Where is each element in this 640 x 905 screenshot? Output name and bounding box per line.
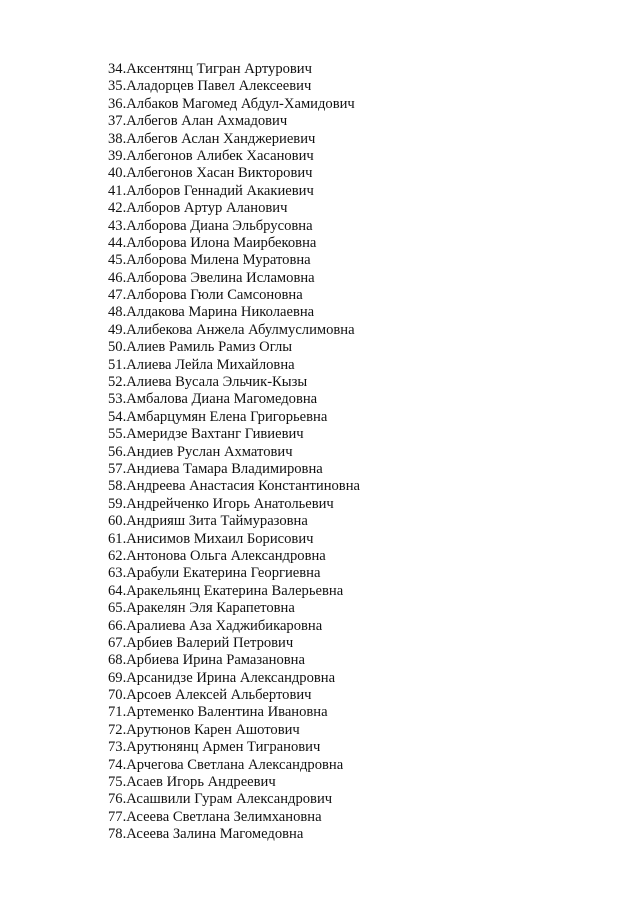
list-item: 51.Алиева Лейла Михайловна	[108, 356, 295, 373]
list-item: 73.Арутюнянц Армен Тигранович	[108, 739, 321, 756]
list-item: 46.Алборова Эвелина Исламовна	[108, 269, 315, 286]
list-item: 49.Алибекова Анжела Абулмуслимовна	[108, 321, 355, 338]
list-item: 59.Андрейченко Игорь Анатольевич	[108, 495, 334, 512]
list-item: 68.Арбиева Ирина Рамазановна	[108, 652, 305, 669]
list-item: 40.Албегонов Хасан Викторович	[108, 165, 313, 182]
list-item: 39.Албегонов Алибек Хасанович	[108, 147, 314, 164]
list-item: 69.Арсанидзе Ирина Александровна	[108, 669, 336, 686]
list-item: 48.Алдакова Марина Николаевна	[108, 304, 315, 321]
list-item: 56.Андиев Руслан Ахматович	[108, 443, 293, 460]
list-item: 57.Андиева Тамара Владимировна	[108, 460, 323, 477]
list-item: 74.Арчегова Светлана Александровна	[108, 756, 344, 773]
list-item: 36.Албаков Магомед Абдул-Хамидович	[108, 95, 355, 112]
list-item: 65.Аракелян Эля Карапетовна	[108, 600, 295, 617]
list-item: 58.Андреева Анастасия Константиновна	[108, 478, 360, 495]
list-item: 54.Амбарцумян Елена Григорьевна	[108, 408, 328, 425]
list-item: 78.Асеева Залина Магомедовна	[108, 826, 304, 843]
list-item: 63.Арабули Екатерина Георгиевна	[108, 565, 321, 582]
list-item: 70.Арсоев Алексей Альбертович	[108, 687, 312, 704]
list-item: 41.Алборов Геннадий Акакиевич	[108, 182, 314, 199]
list-item: 42.Алборов Артур Аланович	[108, 200, 288, 217]
list-item: 53.Амбалова Диана Магомедовна	[108, 391, 318, 408]
list-item: 72.Арутюнов Карен Ашотович	[108, 721, 300, 738]
list-item: 43.Алборова Диана Эльбрусовна	[108, 217, 313, 234]
list-item: 66.Аралиева Аза Хаджибикаровна	[108, 617, 323, 634]
list-item: 62.Антонова Ольга Александровна	[108, 547, 326, 564]
list-item: 52.Алиева Вусала Эльчик-Кызы	[108, 374, 308, 391]
list-item: 77.Асеева Светлана Зелимхановна	[108, 808, 322, 825]
list-item: 38.Албегов Аслан Ханджериевич	[108, 130, 316, 147]
list-item: 35.Аладорцев Павел Алексеевич	[108, 78, 312, 95]
list-item: 47.Алборова Гюли Самсоновна	[108, 287, 303, 304]
list-item: 45.Алборова Милена Муратовна	[108, 252, 311, 269]
list-item: 61.Анисимов Михаил Борисович	[108, 530, 314, 547]
list-item: 50.Алиев Рамиль Рамиз Оглы	[108, 339, 293, 356]
list-item: 67.Арбиев Валерий Петрович	[108, 634, 294, 651]
list-item: 44.Алборова Илона Маирбековна	[108, 234, 317, 251]
list-item: 64.Аракельянц Екатерина Валерьевна	[108, 582, 344, 599]
list-item: 75.Асаев Игорь Андреевич	[108, 774, 276, 791]
list-item: 71.Артеменко Валентина Ивановна	[108, 704, 328, 721]
list-item: 76.Асашвили Гурам Александрович	[108, 791, 333, 808]
name-list	[108, 61, 360, 844]
list-item: 37.Албегов Алан Ахмадович	[108, 113, 288, 130]
list-item: 34.Аксентянц Тигран Артурович	[108, 61, 312, 77]
list-item: 60.Андрияш Зита Таймуразовна	[108, 513, 308, 530]
list-item: 55.Америдзе Вахтанг Гивиевич	[108, 426, 304, 443]
